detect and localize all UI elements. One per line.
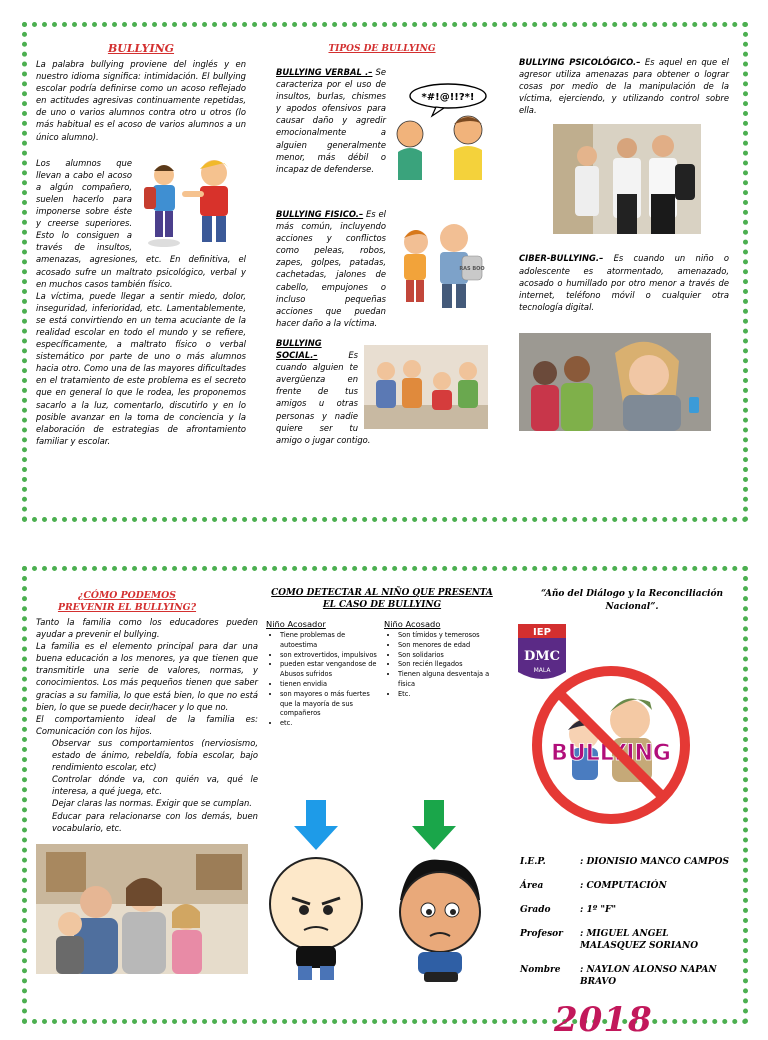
verbal-title: BULLYING VERBAL .– [276,67,373,77]
bag-text: RAS BOO [459,266,485,272]
arrow-down-blue-icon [294,800,338,854]
speech-text: *#!@!!?*! [421,92,475,103]
social-text: Es cuando alguien te avergüenza en frente de tus amigos u otras personas y nadie quiere ser tu amigo o jugar contigo. [276,350,371,445]
psico-title: BULLYING PSICOLÓGICO.– [519,57,641,67]
prevenir-item: Controlar dónde va, con quién va, qué le interesa, a qué juega, etc. [52,774,258,797]
social-section [276,337,488,446]
info-nombre: Nombre : NAYLON ALONSO NAPAN BRAVO [520,965,717,987]
acosador-list [266,619,384,729]
fisico-title: BULLYING FISICO.– [276,209,364,219]
prevenir-paragraph-1: La familia es el elemento principal para dar una buena educación a los menores, ya que tienen que transmitirle una serie de valores, normas, y conocimientos. Los más pequeños tienen que saber gracias a su familia, lo que está bien, lo que no está bien, lo que se puede decir/hacer y lo que no. [36,641,258,712]
prevenir-title: ¿CÓMO PODEMOS PREVENIR EL BULLYING? [57,590,197,613]
sign-word: BULLYING [551,741,671,766]
prevenir-intro: Tanto la familia como los educadores pueden ayudar a prevenir el bullying. [36,617,258,640]
verbal-section [276,66,488,180]
detectar-title: COMO DETECTAR AL NIÑO QUE PRESENTA EL CASO DE BULLYING [271,588,493,610]
acosado-item: • Etc. [398,690,494,700]
column-portada [514,588,740,1040]
bullying-title: BULLYING [107,42,175,55]
bullying-definition: La palabra bullying proviene del inglés y en nuestro idioma significa: intimidación. El bullying escolar podría definirse como un acoso reflejado en actitudes agresivas continuamente repetidas, de uno o varios alumnos contra otro u otros (lo más habitual es el acoso de varios alumnos a un único alumno). [36,59,246,142]
logo-top-text: IEP [533,627,551,638]
no-bullying-sign [528,662,694,832]
verbal-text: Se caracteriza por el uso de insultos, burlas, chismes y apodos ofensivos para causar daño y agredir emocionalmente a alguien generalmente menor, más débil o incapaz de defenderse. [276,67,386,174]
logo-mid-text: DMC [523,649,561,664]
ciber-photo [519,333,711,431]
bullying-paragraph-3: La víctima, puede llegar a sentir miedo, dolor, inseguridad, inferioridad, etc. Lamentablemente, se está convirtiendo en un tema acuciante de la realidad escolar en todo el mundo y se refiere, específicamente, a maltrato físico o verbal sistemático por parte de uno o más alumnos hacia otro. Como una de las mayores dificultades en el tratamiento de este problema es el secreto que en general lo que le rodea, les proponemos sacarlo a la luz, comentarlo, discutirlo y en lo posible avanzar en la toma de conciencia y la elaboración de estrategias de afrontamiento familiar y escolar. [36,290,246,446]
student-info [520,856,742,1000]
prevenir-list [36,737,258,834]
prevenir-item: Educar para relacionarse con los demás, buen vocabulario, etc. [52,810,258,833]
column-detectar [266,588,498,729]
acosador-item: • tienen envidia [280,680,384,690]
logo-bottom-text: MALA [533,667,551,674]
acosado-item: • Son menores de edad [398,641,494,651]
acosador-item: • pueden estar vengandose de Abusos sufridos [280,660,384,680]
bullying-paragraph-2: Los alumnos que llevan a cabo el acoso a algún compañero, suelen hacerlo para imponerse sobre éste y creerse superiores. Esto lo consiguen a través de insultos, amenazas, agresiones, etc. En definitiva, el acosado sufre un maltrato psicológico, verbal y en muchos casos también físico. [36,157,246,289]
info-grado: Grado : 1º "F" [520,905,617,915]
info-profesor: Profesor : MIGUEL ANGEL MALASQUEZ SORIANO [520,929,699,951]
prevenir-item: Dejar claras las normas. Exigir que se cumplan. [52,798,252,809]
acosador-item: • Tiene problemas de autoestima [280,631,384,651]
year-badge: 2018 [554,1000,653,1040]
info-area: Área : COMPUTACIÓN [520,881,667,891]
acosado-item: • Son solidarios [398,651,494,661]
acosador-item: • etc. [280,719,384,729]
acosado-item: • Tienen alguna desventaja a física [398,670,494,690]
prevenir-item: Observar sus comportamientos (nerviosismo, estado de ánimo, rebeldía, fobia escolar, bajo rendimiento escolar, etc) [52,737,258,773]
info-iep: I.E.P. : DIONISIO MANCO CAMPOS [520,857,729,867]
brochure-outer-page [22,22,748,522]
psico-photo [553,124,701,234]
social-title: BULLYING SOCIAL.– [276,337,322,361]
psico-text: Es aquel en que el agresor utiliza amenazas para obtener o lograr cosas por medio de la manipulación de la víctima, ejerciendo, y utilizando control sobre ella. [519,57,730,116]
acosador-title: Niño Acosador [266,619,326,629]
bully-kid-cartoon [266,854,366,988]
acosado-title: Niño Acosado [384,619,441,629]
column-psico-ciber [519,56,729,431]
column-tipos [276,44,488,446]
acosador-item: • son extrovertidos, impulsivos [280,651,384,661]
acosado-list [384,619,494,729]
ciber-title: CIBER-BULLYING.– [519,253,604,264]
tipos-title: TIPOS DE BULLYING [328,44,436,54]
arrow-down-green-icon [412,800,456,854]
acosado-item: • Son tímidos y temerosos [398,631,494,641]
fisico-section [276,208,488,329]
motto: “Año del Diálogo y la Reconciliación Nacional”. [540,589,724,612]
column-prevenir [36,586,258,974]
fisico-cartoon-image [392,214,488,314]
bully-cartoon-image [138,153,246,249]
prevenir-paragraph-2: El comportamiento ideal de la familia es: Comunicación con los hijos. [36,713,258,736]
verbal-cartoon-image [392,80,488,180]
column-bullying [36,42,246,447]
family-photo [36,844,248,974]
acosado-item: • Son recién llegados [398,660,494,670]
detect-lists [266,619,498,729]
ciber-text: Es cuando un niño o adolescente es atormentado, amenazado, acosado o humillado por otro menor a través de internet, teléfono móvil o cualquier otra tecnología digital. [519,253,729,312]
acosador-item: • son mayores o más fuertes que la mayoría de sus compañeros [280,690,384,719]
brochure-inner-page [22,566,748,1040]
victim-kid-cartoon [388,854,488,988]
fisico-text: Es el más común, incluyendo acciones y conflictos como peleas, robos, zapes, golpes, patadas, cachetadas, jalones de cabello, empujones o incluso pequeñas acciones que puedan hacer daño a la víctima. [276,209,386,328]
social-cartoon-image [364,345,488,429]
